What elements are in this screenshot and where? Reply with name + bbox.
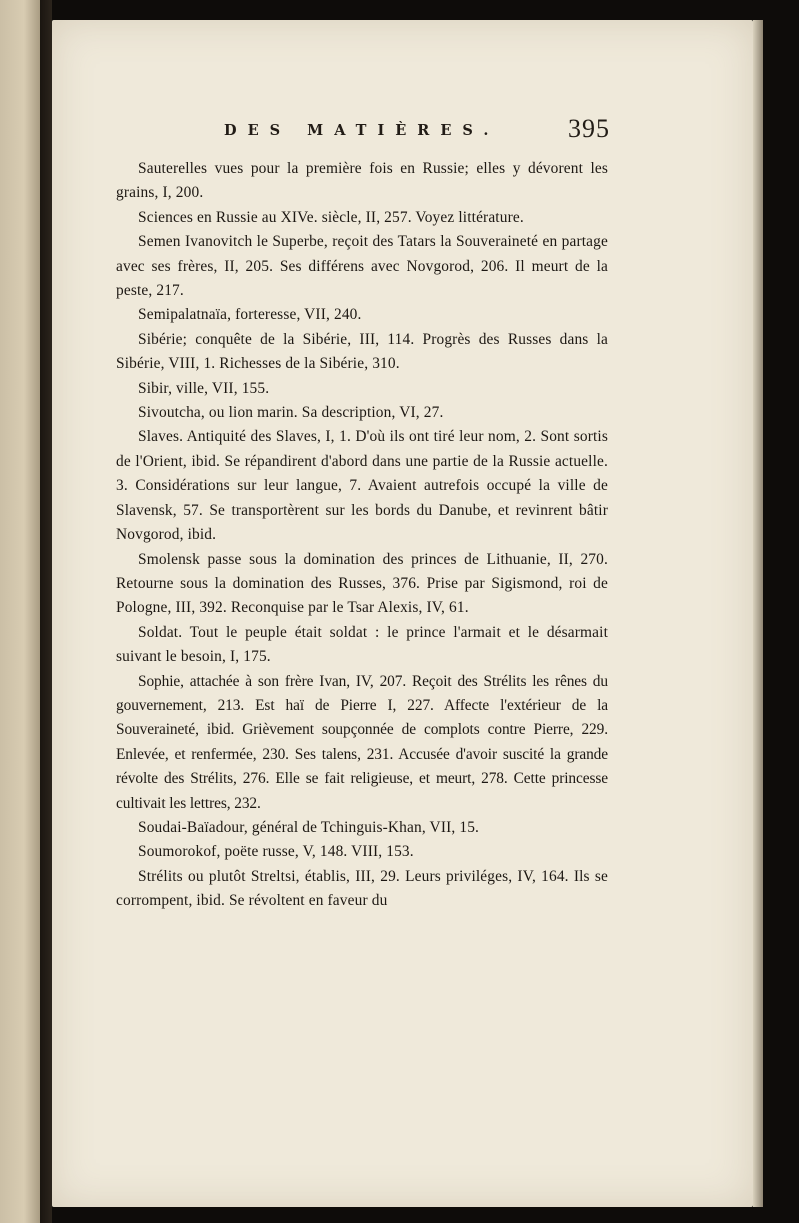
index-entry-strelits: Strélits ou plutôt Streltsi, établis, III, 29. Leurs priviléges, IV, 164. Ils se corrompent, ibid. Se révoltent en faveur du [116, 867, 608, 910]
index-entry-sivoutcha: Sivoutcha, ou lion marin. Sa description, VI, 27. [138, 404, 444, 422]
index-entry-soldat: Soldat. Tout le peuple était soldat : le prince l'armait et le désarmait suivant le besoin, I, 175. [116, 623, 608, 666]
index-entry-sauterelles: Sauterelles vues pour la première fois en Russie; elles y dévorent les grains, I, 200. [116, 160, 608, 202]
index-entry-semen: Semen Ivanovitch le Superbe, reçoit des Tatars la Souveraineté en partage avec ses frères, II, 205. Ses différens avec Novgorod, 206. Il meurt de la peste, 217. [116, 233, 608, 300]
index-entry-soumorokof: Soumorokof, poëte russe, V, 148. VIII, 153. [138, 843, 414, 861]
index-text-block [116, 157, 608, 914]
index-entry-sciences: Sciences en Russie au XIVe. siècle, II, 257. Voyez littérature. [138, 208, 524, 226]
page-edge-shadow [753, 20, 763, 1207]
book-gutter [40, 0, 52, 1223]
page-number: 395 [568, 114, 610, 143]
running-head [172, 114, 612, 144]
index-entry-semipalatnaia: Semipalatnaïa, forteresse, VII, 240. [138, 306, 362, 324]
index-entry-siberie: Sibérie; conquête de la Sibérie, III, 114. Progrès des Russes dans la Sibérie, VIII, 1. Richesses de la Sibérie, 310. [116, 330, 608, 373]
previous-page-edge [0, 0, 40, 1223]
index-entry-sibir: Sibir, ville, VII, 155. [138, 379, 270, 397]
index-entry-smolensk: Smolensk passe sous la domination des princes de Lithuanie, II, 270. Retourne sous la domination des Russes, 376. Prise par Sigismond, roi de Pologne, III, 392. Reconquise par le Tsar Alexis, IV, 61. [116, 550, 608, 617]
index-entry-sophie: Sophie, attachée à son frère Ivan, IV, 207. Reçoit des Strélits les rênes du gouvernement, 213. Est haï de Pierre I, 227. Affecte l'extérieur de la Souveraineté, ibid. Grièvement soupçonnée de complots contre Pierre, 229. Enlevée, et renfermée, 230. Ses talens, 231. Accusée d'avoir suscité la grande révolte des Strélits, 276. Elle se fait religieuse, et meurt, 278. Cette princesse cultivait les lettres, 232. [116, 672, 608, 812]
index-entry-slaves: Slaves. Antiquité des Slaves, I, 1. D'où ils ont tiré leur nom, 2. Sont sortis de l'Orient, ibid. Se répandirent d'abord dans une partie de la Russie actuelle. 3. Considérations sur leur langue, 7. Avaient autrefois occupé la ville de Slavensk, 57. Se transportèrent sur les bords du Danube, et revinrent bâtir Novgorod, ibid. [116, 428, 608, 544]
index-entry-soudai-baiadour: Soudai-Baïadour, général de Tchinguis-Khan, VII, 15. [138, 818, 480, 836]
running-title: DES MATIÈRES. [224, 122, 500, 139]
